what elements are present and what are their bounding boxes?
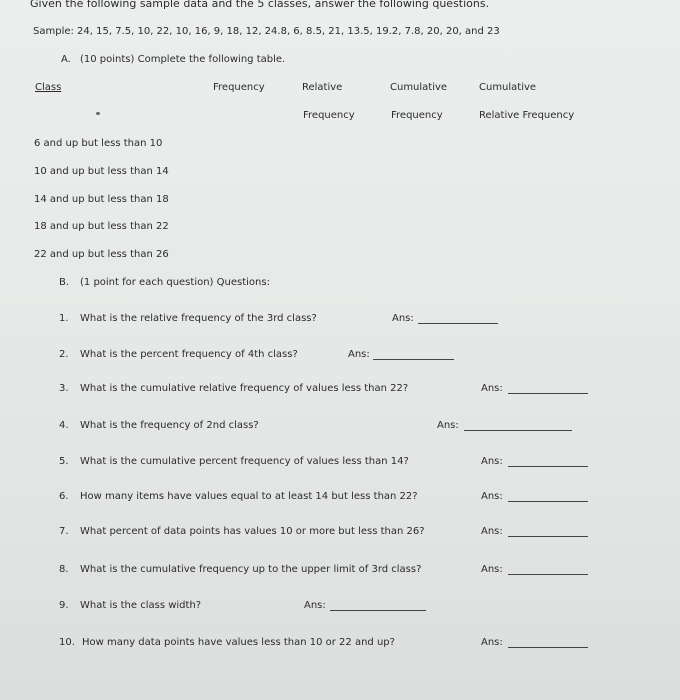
question-8-number: 8.	[59, 564, 69, 575]
question-9-number: 9.	[59, 600, 69, 611]
question-10-ans-label: Ans:	[481, 637, 503, 648]
column-header-cumulative-relative-frequency: Relative Frequency	[479, 110, 575, 121]
question-5-text: What is the cumulative percent frequency of values less than 14?	[80, 456, 409, 467]
question-8-answer-line[interactable]	[508, 574, 588, 575]
question-5-ans-label: Ans:	[481, 456, 503, 467]
question-10-text: How many data points have values less than 10 or 22 and up?	[82, 637, 395, 648]
part-b-marker: B.	[59, 277, 70, 288]
question-1-text: What is the relative frequency of the 3rd class?	[80, 313, 317, 324]
column-header-class: Class	[35, 82, 62, 93]
question-2-number: 2.	[59, 349, 69, 360]
class-row-2: 10 and up but less than 14	[34, 166, 169, 177]
column-header-cumulative-2: Cumulative	[479, 82, 537, 93]
question-3-number: 3.	[59, 383, 69, 394]
question-10-answer-line[interactable]	[508, 647, 588, 648]
question-6-text: How many items have values equal to at least 14 but less than 22?	[80, 491, 418, 502]
question-10-number: 10.	[59, 637, 75, 648]
question-3-answer-line[interactable]	[508, 393, 588, 394]
question-4-answer-line[interactable]	[464, 430, 572, 431]
question-3-text: What is the cumulative relative frequency of values less than 22?	[80, 383, 409, 394]
question-9-ans-label: Ans:	[304, 600, 326, 611]
class-row-5: 22 and up but less than 26	[34, 249, 169, 260]
question-7-ans-label: Ans:	[481, 526, 503, 537]
question-7-text: What percent of data points has values 10 or more but less than 26?	[80, 526, 425, 537]
question-8-ans-label: Ans:	[481, 564, 503, 575]
class-row-4: 18 and up but less than 22	[34, 221, 169, 232]
question-1-ans-label: Ans:	[392, 313, 414, 324]
question-2-text: What is the percent frequency of 4th class?	[80, 349, 298, 360]
question-8-text: What is the cumulative frequency up to the upper limit of 3rd class?	[80, 564, 422, 575]
question-6-number: 6.	[59, 491, 69, 502]
part-b-instruction: (1 point for each question) Questions:	[80, 277, 270, 288]
question-1-number: 1.	[59, 313, 69, 324]
sample-data: Sample: 24, 15, 7.5, 10, 22, 10, 16, 9, 18, 12, 24.8, 6, 8.5, 21, 13.5, 19.2, 7.8, 20, 20, and 23	[33, 26, 500, 37]
question-6-answer-line[interactable]	[508, 501, 588, 502]
part-a-instruction: (10 points) Complete the following table.	[80, 54, 286, 65]
question-6-ans-label: Ans:	[481, 491, 503, 502]
question-2-answer-line[interactable]	[373, 359, 454, 360]
column-header-cumulative-frequency: Frequency	[391, 110, 443, 121]
question-2-ans-label: Ans:	[348, 349, 370, 360]
question-7-number: 7.	[59, 526, 69, 537]
pen-mark	[96, 112, 100, 115]
part-a-marker: A.	[61, 54, 71, 65]
class-row-1: 6 and up but less than 10	[34, 138, 163, 149]
class-row-3: 14 and up but less than 18	[34, 194, 169, 205]
question-1-answer-line[interactable]	[418, 323, 498, 324]
question-9-answer-line[interactable]	[330, 610, 426, 611]
column-header-cumulative: Cumulative	[390, 82, 448, 93]
column-header-relative-frequency: Frequency	[303, 110, 355, 121]
question-5-number: 5.	[59, 456, 69, 467]
column-header-relative: Relative	[302, 82, 343, 93]
column-header-frequency: Frequency	[213, 82, 265, 93]
question-9-text: What is the class width?	[80, 600, 202, 611]
intro-text: Given the following sample data and the 5 classes, answer the following questions.	[30, 0, 490, 10]
question-4-number: 4.	[59, 420, 69, 431]
question-3-ans-label: Ans:	[481, 383, 503, 394]
question-4-text: What is the frequency of 2nd class?	[80, 420, 259, 431]
question-5-answer-line[interactable]	[508, 466, 588, 467]
question-7-answer-line[interactable]	[508, 536, 588, 537]
question-4-ans-label: Ans:	[437, 420, 459, 431]
